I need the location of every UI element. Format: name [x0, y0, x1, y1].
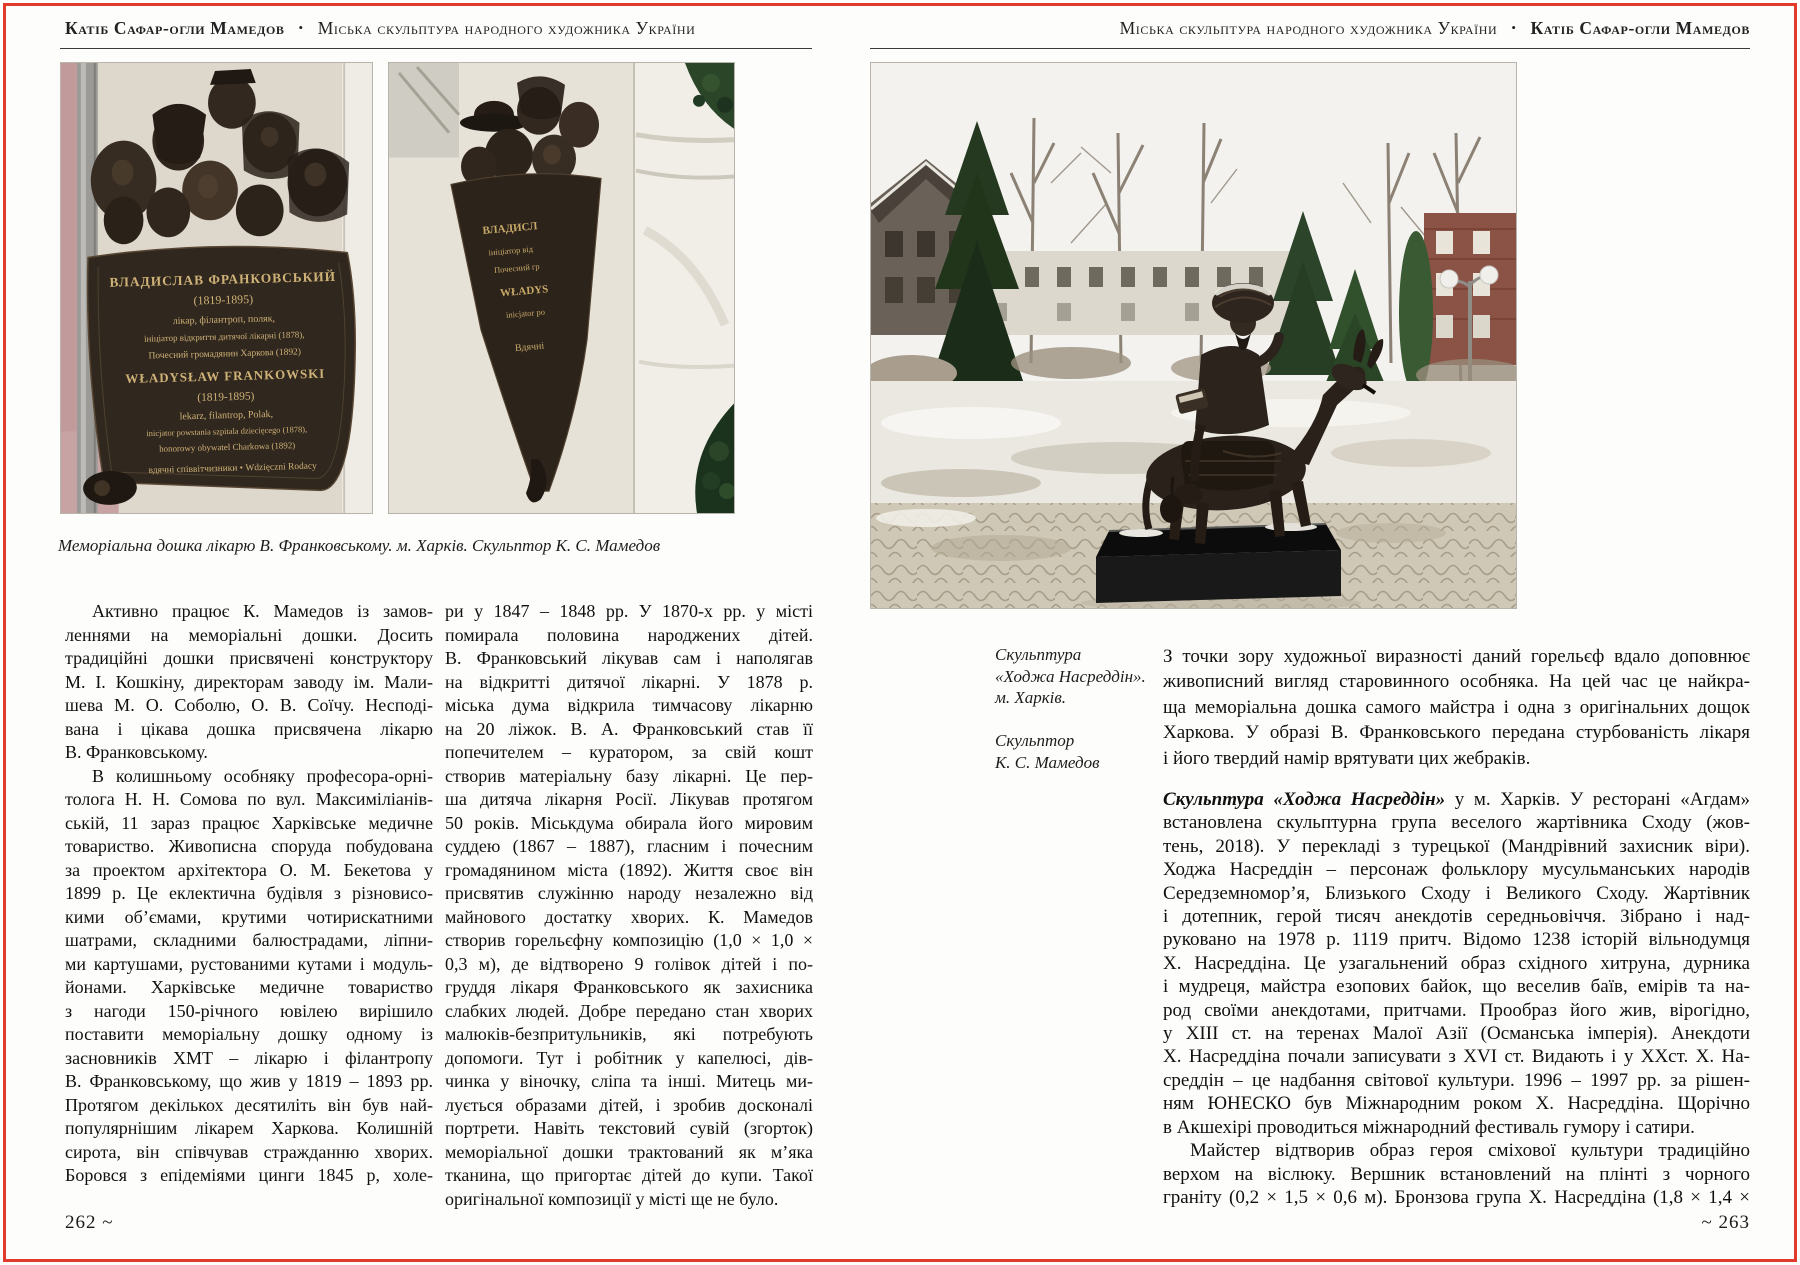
plaque-line-9: inicjator powstania szpitala dziecięcego (1878),: [146, 423, 308, 439]
text-line: в Акшехірі проводиться міжнародний фестиваль гумору і сатири.: [1163, 1116, 1695, 1138]
text-line: 50 років. Міськдума обирала його мировим: [445, 812, 813, 833]
text-line: ми картушами, рустованими кутами і модуль-: [65, 953, 433, 974]
text-line: міська дума відкрила тимчасову лікарню: [445, 695, 813, 715]
plaque-line-11: вдячні співвітчизники • Wdzięczni Rodacy: [148, 461, 317, 476]
text-line: Протягом декількох десятиліть він був най-: [65, 1094, 433, 1115]
photo-plaque-side: [388, 62, 735, 514]
text-line: Х. Насреддіна. Це узагальнений образ східного хитруна, дурника: [1163, 952, 1750, 974]
text-line: створив матеріальну базу лікарні. Це пер-: [445, 765, 813, 786]
text-line: Х. Насреддіна почали записувати з XVI ст. Видають і у XXст. Х. На-: [1163, 1046, 1750, 1068]
text-line: і мудреця, майстра езопових байок, що веселив баїв, емірів та на-: [1163, 976, 1750, 998]
text-line: і дотепник, герой тисяч анекдотів середньовіччя. Зібрано і над-: [1163, 906, 1750, 928]
text-line: верхом на віслюку. Вершник встановлений на плінті з чорного: [1163, 1163, 1750, 1185]
text-line: М. І. Кошкіну, директорам заводу ім. Мали-: [65, 671, 433, 692]
text-line: засновників ХМТ – лікарю і філантропу: [65, 1047, 433, 1068]
text-line: лується образами дітей, і зробив досконалі: [445, 1094, 813, 1115]
plaque-side-line-4: WŁADYS: [499, 283, 549, 300]
text-line: традиційні дошки присвячені конструктору: [65, 648, 433, 668]
plaque-line-10: honorowy obywatel Charkowa (1892): [158, 440, 296, 454]
text-line: Активно працює К. Мамедов із замов-: [92, 601, 433, 621]
text-line: Скульптор: [995, 731, 1075, 750]
text-line: род своїми анекдотами, притчами. Прообраз його жив, вірогідно,: [1163, 999, 1750, 1021]
plaque-line-4: ініціатор відкриття дитячої лікарні (1878),: [143, 329, 305, 344]
text-line: Харкова. У образі В. Франковського передана стурбованість лікаря: [1163, 722, 1750, 744]
plaque-line-8: lekarz, filantrop, Polak,: [179, 408, 274, 423]
text-line: меморіальної дошки трактований як м’яка: [445, 1141, 813, 1162]
text-line: поставити меморіальну дошку одному із: [65, 1024, 433, 1044]
text-line: за проектом архітектора О. М. Бекетова у: [65, 859, 433, 880]
text-line: 1899 р. Це еклектична будівля з різновисо-: [65, 883, 433, 903]
text-line: портрети. Навіть текстовий сувій (згорток): [445, 1118, 813, 1138]
plaque-side-line-1: ВЛАДИСЛ: [482, 220, 538, 237]
photo-plaque-front: [60, 62, 373, 514]
text-line: Середземномор’я, Близького Сходу і Великого Сходу. Жартівник: [1163, 882, 1750, 904]
plaque-side-line-6: Вдячні: [514, 340, 545, 355]
text-line: леннями на меморіальні дошки. Досить: [65, 624, 433, 645]
text-line: встановлена скульптурна група веселого жартівника Сходу (жов-: [1163, 812, 1750, 834]
text-line: у XIII ст. на теренах Малої Азії (Османська імперія). Анекдоти: [1163, 1023, 1750, 1045]
text-line: шатрами, складними балюстрадами, ліпни-: [65, 930, 433, 950]
text-line: В колишньому особняку професора-орні-: [92, 765, 433, 786]
text-line: тканина, що пригортає дітей до купи. Такої: [445, 1165, 813, 1185]
text-line: Скульптура: [995, 645, 1082, 664]
plaque-front-scroll: [77, 243, 360, 506]
running-head-bullet: •: [1511, 20, 1517, 35]
running-head-author: Катіб Сафар-огли Мамедов: [1530, 18, 1750, 38]
running-head-title: Міська скульптура народного художника України: [317, 18, 696, 38]
text-line: руковано на 1978 р. 1119 притч. Відомо 1238 історій вільнодумця: [1163, 929, 1750, 951]
right-page-paragraph-1: [1163, 644, 1750, 771]
text-line: «Ходжа Насреддін».: [995, 666, 1146, 686]
running-head-rule-right: [870, 48, 1750, 49]
plaque-line-5: Почесний громадянин Харкова (1892): [148, 347, 302, 362]
running-head-right: [1120, 18, 1750, 39]
text-line: ша дитяча лікарня Росії. Лікував протягом: [445, 789, 813, 809]
caption-right-sculptor: [995, 730, 1160, 773]
right-page-paragraph-2: [1163, 788, 1750, 1209]
text-line: Боровся з епідеміями цинги 1845 р, холе-: [65, 1165, 433, 1185]
text-line: 0,3 м), де відтворено 9 голівок дітей і по-: [445, 953, 813, 974]
plaque-line-6: WŁADYSŁAW FRANKOWSKI: [125, 365, 326, 386]
text-line: К. С. Мамедов: [995, 752, 1100, 772]
left-page-column-1: [65, 600, 433, 1188]
text-line: Ходжа Насреддін – персонаж фольклору мусульманських народів: [1163, 859, 1750, 881]
text-line: В. Франковському, що жив у 1819 – 1893 рр.: [65, 1071, 433, 1091]
text-line: йонами. Харківське медичне товариство: [65, 977, 433, 997]
text-line: ща меморіальна дошка самого майстра і одна з оригінальних дощок: [1163, 696, 1750, 718]
text-line: сирота, він співчував стражданню хворих.: [65, 1141, 433, 1162]
text-line: шева М. О. Соболю, О. В. Соїчу. Несподі-: [65, 695, 433, 715]
text-line: громадянином міста (1892). Життя своє він: [445, 859, 813, 880]
hanging-jug: [1160, 495, 1182, 523]
text-line: популярнішим лікарем Харкова. Колишній: [65, 1118, 433, 1138]
text-line: тень, 2018). У перекладі з турецької (Мандрівний захисник віри).: [1163, 835, 1750, 857]
text-line: Майстер відтворив образ героя сміхової культури традиційно: [1190, 1140, 1750, 1162]
text-line: живописний вигляд старовинного особняка. На цей час це найкра-: [1163, 671, 1750, 693]
text-line: створив горельєфну композицію (1,0 × 1,0 ×: [445, 930, 813, 950]
plaque-side-line-2: ініціатор від: [488, 243, 534, 258]
text-line: оригінальної композиції у місті ще не було.: [445, 1188, 779, 1209]
text-line: слабких людей. Добре передано стан хворих: [445, 1000, 813, 1021]
text-line: Скульптура «Ходжа Насреддін» у м. Харків. У ресторані «Агдам»: [1163, 789, 1750, 810]
text-line: среддін – це надбання світової культури. 1996 – 1997 рр. за рішен-: [1163, 1069, 1750, 1091]
text-line: вана і цікава дошка присвячена лікарю: [65, 718, 433, 739]
caption-right-top: [995, 644, 1160, 709]
left-page-column-2: [445, 600, 813, 1211]
text-line: присвятив служінню народу незалежно від: [445, 883, 813, 903]
running-head-bullet: •: [298, 20, 304, 35]
page-number-right: ~ 263: [1701, 1212, 1750, 1233]
text-line: допомоги. Тут і робітник у капелюсі, дів-: [445, 1047, 813, 1068]
plaque-side-line-3: Почесний гр: [493, 261, 540, 275]
running-head-author: Катіб Сафар-огли Мамедов: [65, 18, 285, 38]
granite-plinth: [1081, 523, 1361, 608]
text-line: суддею (1867 – 1887), гласним і почесним: [445, 836, 813, 856]
text-line: ням ЮНЕСКО був Міжнародним роком Х. Насреддіна. Щорічно: [1163, 1093, 1750, 1115]
text-line: і його твердий намір врятувати цих жебраків.: [1163, 747, 1531, 769]
text-line: чинка у віночку, сліпа та інші. Митець ми-: [445, 1071, 813, 1091]
plaque-line-1: ВЛАДИСЛАВ ФРАНКОВСЬКИЙ: [109, 268, 337, 290]
text-line: попечителем – куратором, за свій кошт: [445, 742, 813, 762]
plaque-line-2: (1819-1895): [193, 291, 254, 308]
plaque-line-7: (1819-1895): [197, 390, 255, 405]
text-line: В. Франковському.: [65, 742, 208, 762]
text-line: З точки зору художньої виразності даний горельєф вдало доповнює: [1163, 646, 1750, 667]
running-head-left: [65, 18, 695, 39]
text-line: граніту (0,2 × 1,5 × 0,6 м). Бронзова група Х. Насреддіна (1,8 × 1,4 ×: [1163, 1186, 1750, 1208]
text-line: кими об’ємами, крутими чотирискатними: [65, 906, 433, 927]
text-line: товариство. Живописна споруда побудована: [65, 836, 433, 856]
text-line: В. Франковський лікував сам і наполягав: [445, 648, 813, 668]
running-head-title: Міська скульптура народного художника України: [1119, 18, 1498, 38]
plaque-line-3: лікар, філантроп, поляк,: [172, 313, 276, 327]
text-line: з нагоди 150-річного ювілею вирішило: [65, 1000, 433, 1021]
page-number-left: 262 ~: [65, 1212, 114, 1233]
text-line: м. Харків.: [995, 688, 1067, 707]
running-head-rule-left: [60, 48, 812, 49]
plaque-side-line-5: inicjator po: [505, 306, 546, 320]
text-line: майнового достатку хворих. К. Мамедов: [445, 906, 813, 927]
text-line: ській, 11 зараз працює Харківське медичне: [65, 812, 433, 833]
caption-left: Меморіальна дошка лікарю В. Франковському. м. Харків. Скульптор К. С. Мамедов: [58, 536, 661, 555]
text-line: ри у 1847 – 1848 рр. У 1870-х рр. у місті: [445, 601, 813, 621]
text-line: груддя лікаря Франковського як захисника: [445, 977, 813, 997]
text-line: на відкритті дитячої лікарні. У 1878 р.: [445, 671, 813, 692]
text-line: малюків-безпритульників, які потребують: [445, 1024, 813, 1044]
text-line: толога Н. Н. Сомова по вул. Максиміліанів-: [65, 789, 433, 809]
text-line: помирала половина народжених дітей.: [445, 624, 813, 645]
text-line: на 20 ліжок. В. А. Франковський став її: [445, 718, 813, 739]
photo-nasreddin-sculpture: [870, 62, 1517, 609]
